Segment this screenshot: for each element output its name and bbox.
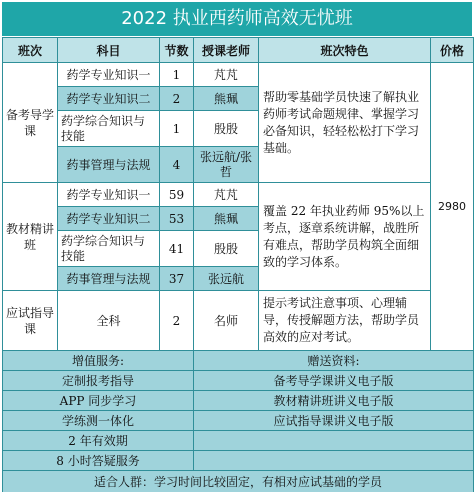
table-row [3,183,474,207]
teacher-cell: 张远航 [194,267,259,291]
service-item: APP 同步学习 [3,391,194,411]
service-item: 定制报考指导 [3,371,194,391]
table-row [3,291,474,351]
audience-text: 适合人群：学习时间比较固定，有相对应试基础的学员 [3,471,474,492]
gift-item [194,451,474,471]
sessions-cell: 2 [160,87,194,111]
class-name: 教材精讲班 [3,183,58,291]
course-table [2,37,474,492]
sessions-cell: 53 [160,207,194,231]
gift-item: 应试指导课讲义电子版 [194,411,474,431]
extras-row [3,391,474,411]
sessions-cell: 59 [160,183,194,207]
extras-row [3,451,474,471]
sessions-cell: 2 [160,291,194,351]
header-sessions: 节数 [160,38,194,63]
extras-row [3,371,474,391]
sessions-cell: 4 [160,147,194,183]
gift-item [194,431,474,451]
extras-row [3,431,474,451]
audience-row [3,471,474,492]
gifts-label: 赠送资料: [194,351,474,371]
class-name: 应试指导课 [3,291,58,351]
subject-cell: 药学综合知识与技能 [58,231,160,267]
teacher-cell: 殷殷 [194,231,259,267]
subject-cell: 药事管理与法规 [58,267,160,291]
subject-cell: 药学专业知识一 [58,63,160,87]
subject-cell: 药学专业知识二 [58,87,160,111]
table-row [3,63,474,87]
sessions-cell: 41 [160,231,194,267]
sessions-cell: 37 [160,267,194,291]
extras-row [3,411,474,431]
subject-cell: 药学专业知识二 [58,207,160,231]
class-feature: 覆盖 22 年执业药师 95%以上考点，逐章系统讲解，战胜所有难点，帮助学员构筑全面细致的学习体系。 [259,183,431,291]
gift-item: 教材精讲班讲义电子版 [194,391,474,411]
teacher-cell: 熊珮 [194,207,259,231]
service-item: 2 年有效期 [3,431,194,451]
subject-cell: 药事管理与法规 [58,147,160,183]
header-teacher: 授课老师 [194,38,259,63]
sessions-cell: 1 [160,63,194,87]
teacher-cell: 熊珮 [194,87,259,111]
sessions-cell: 1 [160,111,194,147]
page-title: 2022 执业西药师高效无忧班 [2,2,472,36]
class-name: 备考导学课 [3,63,58,183]
teacher-cell: 芃芃 [194,183,259,207]
class-feature: 帮助零基础学员快速了解执业药师考试命题规律、掌握学习必备知识，轻轻松松打下学习基础。 [259,63,431,183]
extras-header-row [3,351,474,371]
table-header-row [3,38,474,63]
subject-cell: 药学综合知识与技能 [58,111,160,147]
teacher-cell: 张远航/张哲 [194,147,259,183]
subject-cell: 药学专业知识一 [58,183,160,207]
services-label: 增值服务: [3,351,194,371]
gift-item: 备考导学课讲义电子版 [194,371,474,391]
teacher-cell: 殷殷 [194,111,259,147]
service-item: 学练测一体化 [3,411,194,431]
service-item: 8 小时答疑服务 [3,451,194,471]
header-class: 班次 [3,38,58,63]
header-subject: 科目 [58,38,160,63]
price-cell: 2980 [431,63,474,351]
header-price: 价格 [431,38,474,63]
class-feature: 提示考试注意事项、心理辅导，传授解题方法，帮助学员高效的应对考试。 [259,291,431,351]
subject-cell: 全科 [58,291,160,351]
teacher-cell: 名师 [194,291,259,351]
header-feature: 班次特色 [259,38,431,63]
teacher-cell: 芃芃 [194,63,259,87]
